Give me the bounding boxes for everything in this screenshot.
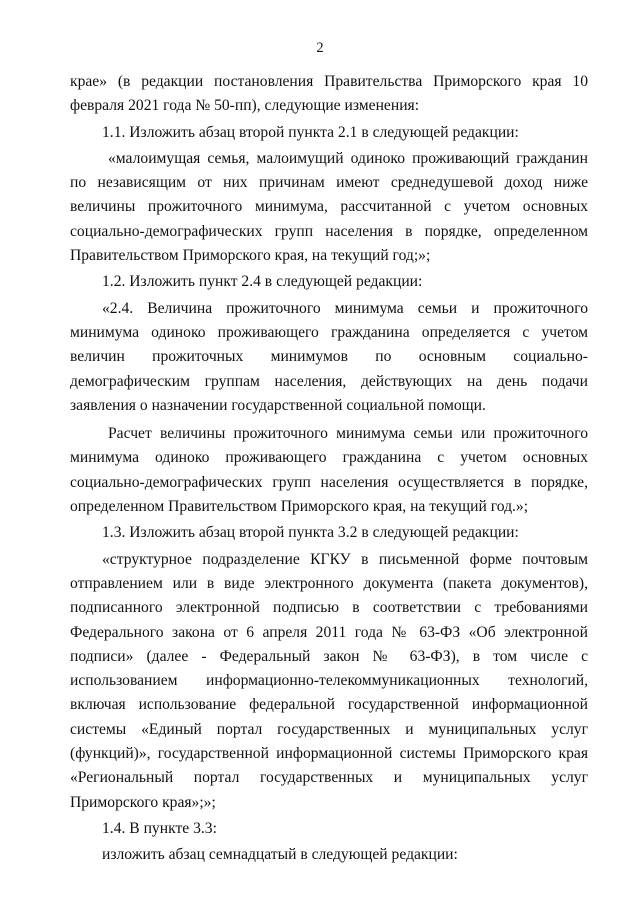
paragraph-quote-structural-unit: «структурное подразделение КГКУ в письменной форме почтовым отправлением или в виде электронного документа (пакета документов), подписанного электронной подписью в соответствии с требованиями Федерального закона от 6 апреля 2011 года № 63-ФЗ «Об электронной подписи» (далее - Федеральный закон № 63-ФЗ), в том числе с использованием информационно-телекоммуникационных технологий, включая использование федеральной государственной информационной системы «Единый портал государственных и муниципальных услуг (функций)», государственной информационной системы Приморского края «Региональный портал государственных и муниципальных услуг Приморского края»;»;: [70, 550, 588, 811]
paragraph-quote-2-4: «2.4. Величина прожиточного минимума семьи и прожиточного минимума одиноко проживающего гражданина определяется с учетом величин прожиточных минимумов по основным социально-демографическим группам населения, действующих на день подачи заявления о назначении государственной социальной помощи.: [70, 299, 588, 414]
document-body: [70, 70, 588, 868]
paragraph-calculation: Расчет величины прожиточного минимума семьи или прожиточного минимума одиноко проживающего гражданина с учетом основных социально-демографических групп населения осуществляется в порядке, определенном Правительством Приморского края, на текущий год.»;: [70, 425, 588, 516]
paragraph-quote-low-income: «малоимущая семья, малоимущий одиноко проживающий гражданин по независящим от них причинам имеют среднедушевой доход ниже величины прожиточного минимума, рассчитанной с учетом основных социально-демографических групп населения в порядке, определенном Правительством Приморского края, на текущий год;»;: [70, 149, 588, 265]
paragraph-item-1-2: 1.2. Изложить пункт 2.4 в следующей редакции:: [102, 273, 423, 291]
paragraph-continuation: крае» (в редакции постановления Правительства Приморского края 10 февраля 2021 года № 50-пп), следующие изменения:: [70, 73, 588, 115]
paragraph-item-1-4: 1.4. В пункте 3.3:: [102, 819, 217, 837]
page-number: 2: [316, 40, 324, 56]
paragraph-item-1-3: 1.3. Изложить абзац второй пункта 3.2 в следующей редакции:: [102, 524, 519, 542]
paragraph-abzac-17: изложить абзац семнадцатый в следующей редакции:: [102, 846, 458, 864]
paragraph-item-1-1: 1.1. Изложить абзац второй пункта 2.1 в следующей редакции:: [102, 123, 519, 141]
